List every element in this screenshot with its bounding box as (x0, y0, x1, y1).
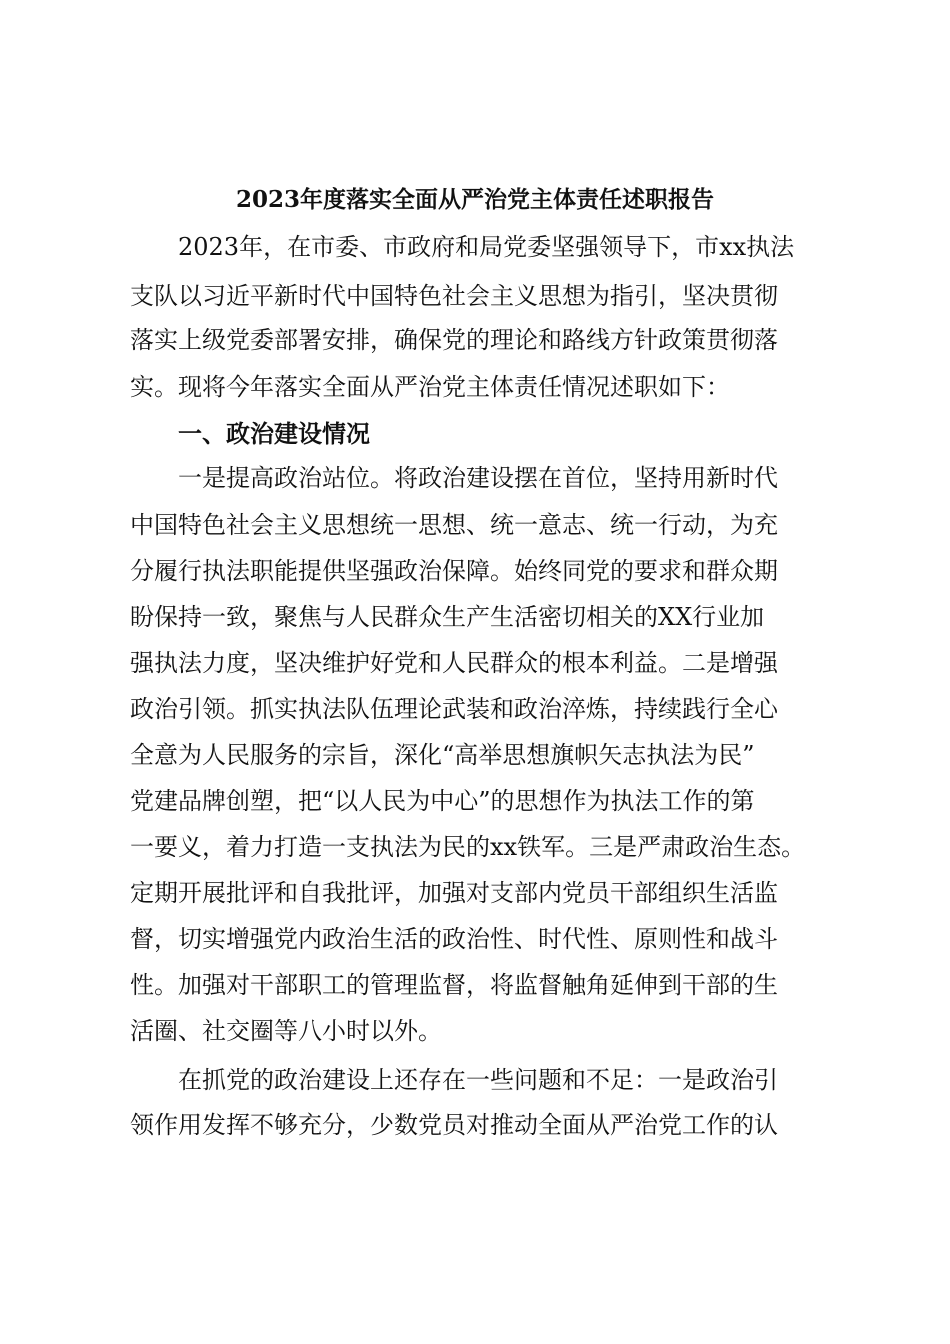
body-line: 领作用发挥不够充分，少数党员对推动全面从严治党工作的认 (130, 1111, 778, 1139)
body-line: 一要义，着力打造一支执法为民的xx铁军。三是严肃政治生态。 (130, 833, 806, 861)
body-line: 中国特色社会主义思想统一思想、统一意志、统一行动，为充 (130, 511, 778, 539)
body-line: 政治引领。抓实执法队伍理论武装和政治淬炼，持续践行全心 (130, 695, 778, 723)
body-line: 全意为人民服务的宗旨，深化“高举思想旗帜矢志执法为民” (130, 741, 755, 769)
intro-line: 落实上级党委部署安排，确保党的理论和路线方针政策贯彻落 (130, 326, 778, 354)
body-line: 党建品牌创塑，把“以人民为中心”的思想作为执法工作的第 (130, 787, 755, 815)
body-line: 督，切实增强党内政治生活的政治性、时代性、原则性和战斗 (130, 925, 778, 953)
body-line: 性。加强对干部职工的管理监督，将监督触角延伸到干部的生 (130, 971, 778, 999)
intro-line: 2023年，在市委、市政府和局党委坚强领导下，市xx执法 (178, 233, 795, 261)
body-line: 定期开展批评和自我批评，加强对支部内党员干部组织生活监 (130, 879, 778, 907)
body-line: 盼保持一致，聚焦与人民群众生产生活密切相关的XX行业加 (130, 603, 765, 631)
intro-line: 实。现将今年落实全面从严治党主体责任情况述职如下： (130, 373, 730, 401)
body-line: 分履行执法职能提供坚强政治保障。始终同党的要求和群众期 (130, 557, 778, 585)
body-line: 强执法力度，坚决维护好党和人民群众的根本利益。二是增强 (130, 649, 778, 677)
body-line: 一是提高政治站位。将政治建设摆在首位，坚持用新时代 (178, 464, 778, 492)
body-line: 活圈、社交圈等八小时以外。 (130, 1017, 442, 1045)
document-title: 2023年度落实全面从严治党主体责任述职报告 (235, 186, 714, 213)
section-heading: 一、政治建设情况 (178, 420, 370, 448)
body-line: 在抓党的政治建设上还存在一些问题和不足：一是政治引 (178, 1066, 778, 1094)
intro-line: 支队以习近平新时代中国特色社会主义思想为指引，坚决贯彻 (130, 282, 778, 310)
